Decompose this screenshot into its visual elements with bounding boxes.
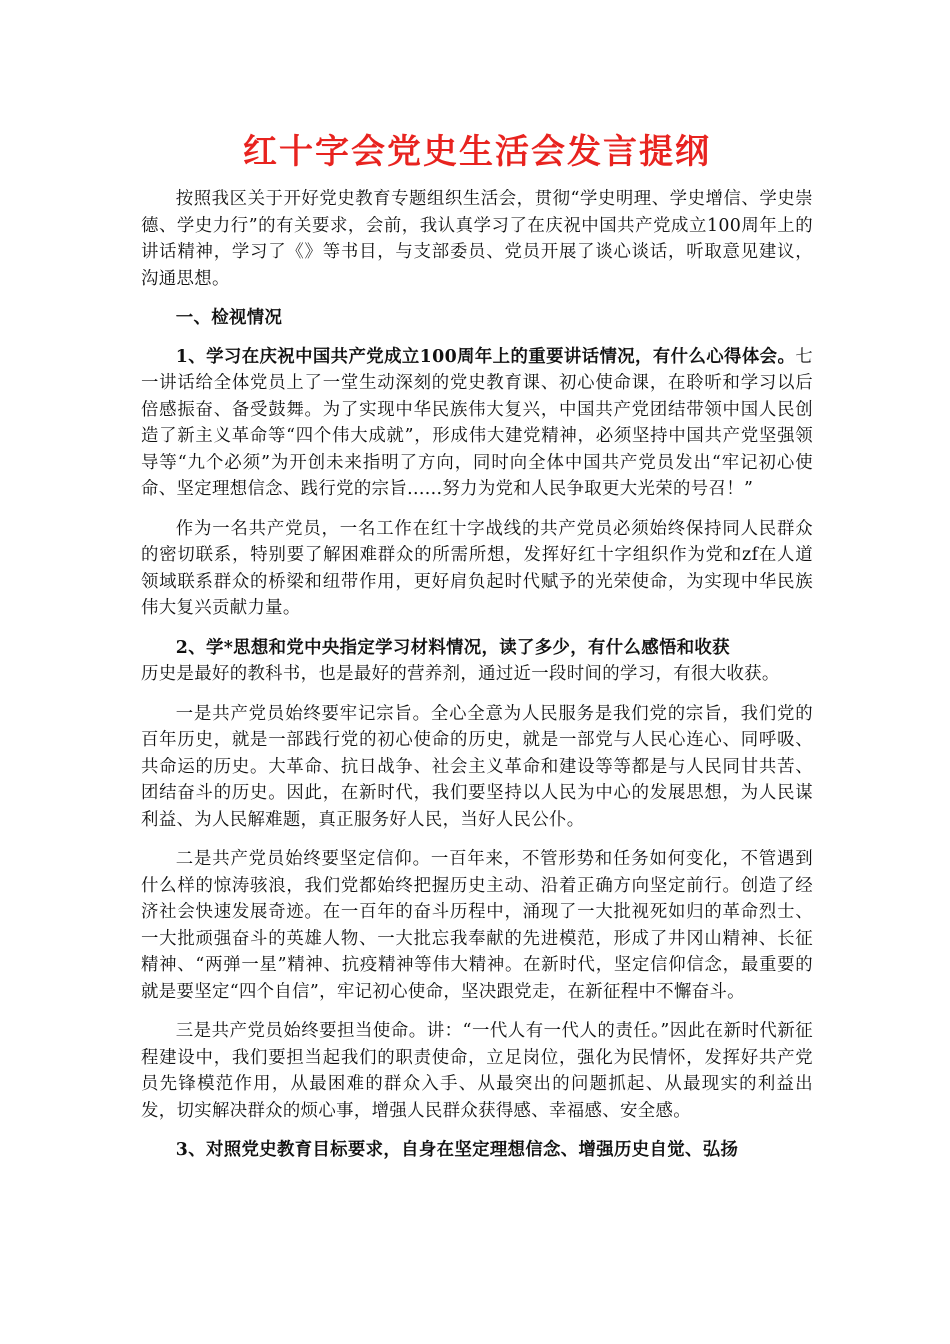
item1-lead: 1、学习在庆祝中国共产党成立100周年上的重要讲话情况，有什么心得体会。 <box>175 346 796 367</box>
point1-paragraph: 一是共产党员始终要牢记宗旨。全心全意为人民服务是我们党的宗旨，我们党的百年历史，就是一部践行党的初心使命的历史，就是一部党与人民心连心、同呼吸、共命运的历史。大革命、抗日战争、社会主义革命和建设等等都是与人民同甘共苦、团结奋斗的历史。因此，在新时代，我们要坚持以人民为中心的发展思想，为人民谋利益、为人民解难题，真正服务好人民，当好人民公仆。 <box>141 703 813 830</box>
intro-paragraph: 按照我区关于开好党史教育专题组织生活会，贯彻“学史明理、学史增信、学史崇德、学史力行”的有关要求，会前，我认真学习了在庆祝中国共产党成立100周年上的讲话精神，学习了《》等书目，与支部委员、党员开展了谈心谈话，听取意见建议，沟通思想。 <box>141 189 813 289</box>
document-title: 红十字会党史生活会发言提纲 <box>243 132 711 172</box>
item3-lead: 3、对照党史教育目标要求，自身在坚定理想信念、增强历史自觉、弘扬 <box>175 1140 739 1160</box>
member-paragraph: 作为一名共产党员，一名工作在红十字战线的共产党员必须始终保持同人民群众的密切联系，特别要了解困难群众的所需所想，发挥好红十字组织作为党和zf在人道领域联系群众的桥梁和纽带作用，更好肩负起时代赋予的光荣使命，为实现中华民族伟大复兴贡献力量。 <box>141 518 813 618</box>
item2-lead: 2、学*思想和党中央指定学习材料情况，读了多少，有什么感悟和收获 <box>175 637 730 658</box>
item1-paragraph <box>141 344 813 503</box>
section-heading-inspection: 一、检视情况 <box>175 308 283 328</box>
item2-body: 历史是最好的教科书，也是最好的营养剂，通过近一段时间的学习，有很大收获。 <box>141 664 780 684</box>
document-page <box>141 130 813 1176</box>
item1-body: 七一讲话给全体党员上了一堂生动深刻的党史教育课、初心使命课，在聆听和学习以后倍感振奋、备受鼓舞。为了实现中华民族伟大复兴，中国共产党团结带领中国人民创造了新主义革命等“四个伟大成就”，形成伟大建党精神，必须坚持中国共产党坚强领导等“九个必须”为开创未来指明了方向，同时向全体中国共产党员发出“牢记初心使命、坚定理想信念、践行党的宗旨......努力为党和人民争取更大光荣的号召！” <box>141 346 813 499</box>
point2-paragraph: 二是共产党员始终要坚定信仰。一百年来，不管形势和任务如何变化，不管遇到什么样的惊涛骇浪，我们党都始终把握历史主动、沿着正确方向坚定前行。创造了经济社会快速发展奇迹。在一百年的奋斗历程中，涌现了一大批视死如归的革命烈士、一大批顽强奋斗的英雄人物、一大批忘我奉献的先进模范，形成了井冈山精神、长征精神、“两弹一星”精神、抗疫精神等伟大精神。在新时代，坚定信仰信念，最重要的就是要坚定“四个自信”，牢记初心使命，坚决跟党走，在新征程中不懈奋斗。 <box>141 849 813 1002</box>
point3-paragraph: 三是共产党员始终要担当使命。讲：“一代人有一代人的责任。”因此在新时代新征程建设中，我们要担当起我们的职责使命，立足岗位，强化为民情怀，发挥好共产党员先锋模范作用，从最困难的群众入手、从最突出的问题抓起、从最现实的利益出发，切实解决群众的烦心事，增强人民群众获得感、幸福感、安全感。 <box>141 1021 813 1121</box>
